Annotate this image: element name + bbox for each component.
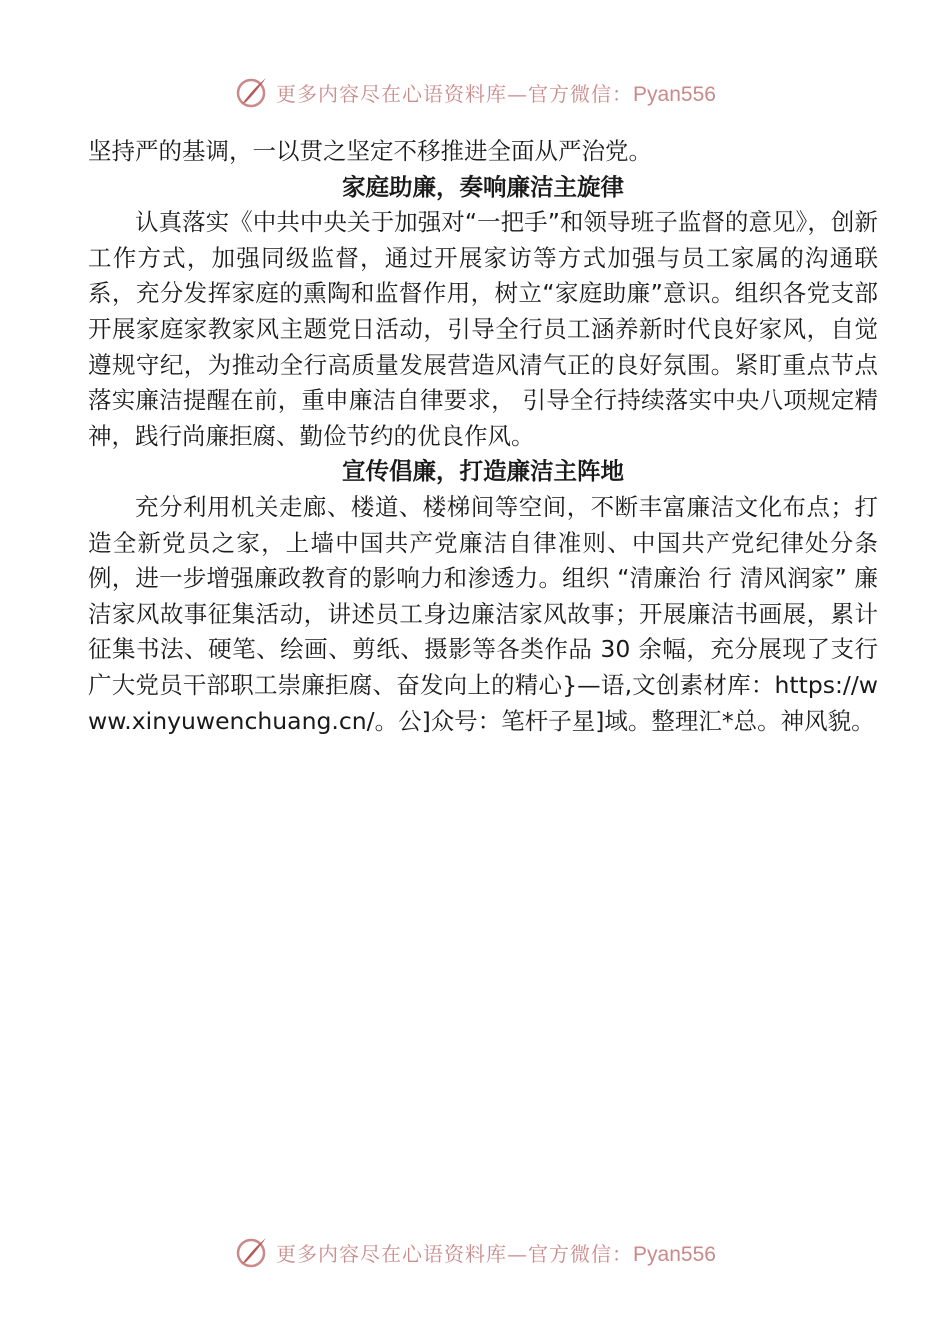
quill-circle-logo-icon [234,74,270,110]
paragraph-family-integrity: 认真落实《中共中央关于加强对“一把手”和领导班子监督的意见》，创新工作方式，加强同级监督，通过开展家访等方式加强与员工家属的沟通联系，充分发挥家庭的熏陶和监督作用，树立“家庭助廉”意识。组织各党支部开展家庭家教家风主题党日活动，引导全行员工涵养新时代良好家风，自觉遵规守纪，为推动全行高质量发展营造风清气正的良好氛围。紧盯重点节点落实廉洁提醒在前，重申廉洁自律要求， 引导全行持续落实中央八项规定精神，践行尚廉拒腐、勤俭节约的优良作风。 [88,208,878,450]
section-heading-family-integrity: 家庭助廉，奏响廉洁主旋律 [342,172,624,201]
section-heading-publicity-integrity: 宣传倡廉，打造廉洁主阵地 [342,457,624,486]
footer-watermark [0,1230,950,1274]
paragraph-continued: 坚持严的基调，一以贯之坚定不移推进全面从严治党。 [88,137,652,165]
header-watermark [0,70,950,114]
watermark-id: Pyan556 [633,82,716,106]
watermark-text: 更多内容尽在心语资料库—官方微信：Pyan556 [276,1241,716,1266]
quill-circle-logo-icon [234,1234,270,1270]
watermark-id: Pyan556 [633,1242,716,1266]
paragraph-publicity-integrity: 充分利用机关走廊、楼道、楼梯间等空间，不断丰富廉洁文化布点；打造全新党员之家，上墙中国共产党廉洁自律准则、中国共产党纪律处分条例，进一步增强廉政教育的影响力和渗透力。组织 “清廉治 行 清风润家” 廉洁家风故事征集活动，讲述员工身边廉洁家风故事；开展廉洁书画展，累计征集书法、硬笔、绘画、剪纸、摄影等各类作品 30 余幅，充分展现了支行广大党员干部职工崇廉拒腐、奋发向上的精心}—语,文创素材库：https://www.xinyuwenchuang.cn/。公]众号：笔杆子星]域。整理汇*总。神风貌。 [88,492,878,735]
document-body [88,134,878,739]
watermark-text: 更多内容尽在心语资料库—官方微信：Pyan556 [276,81,716,106]
